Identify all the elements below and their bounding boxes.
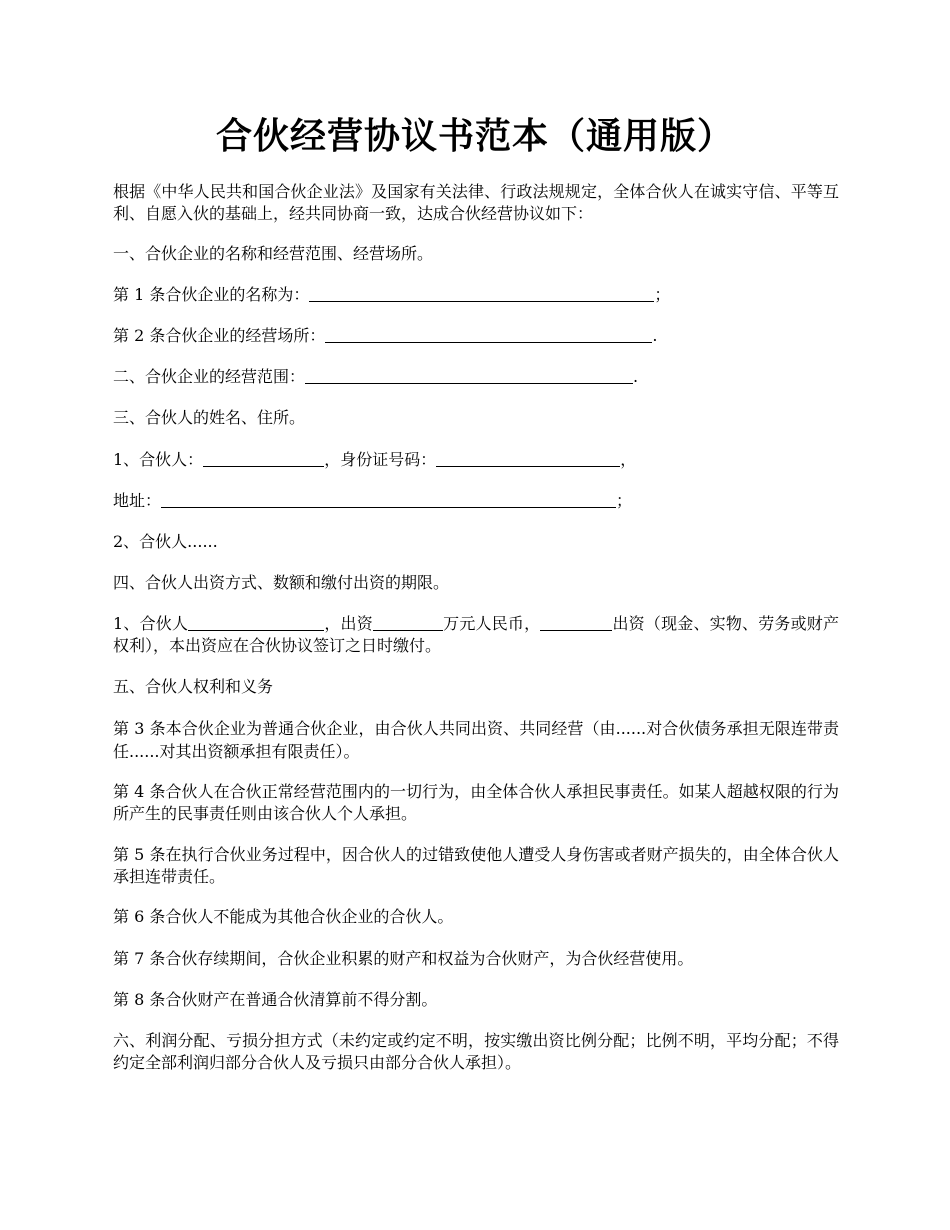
- article-2: [113, 325, 839, 347]
- article-3: 第 3 条本合伙企业为普通合伙企业，由合伙人共同出资、共同经营（由......对合伙债务承担无限连带责任......对其出资额承担有限责任）。: [113, 719, 839, 761]
- section-2: [113, 366, 839, 388]
- article-2-suffix: .: [652, 326, 658, 345]
- article-5: 第 5 条在执行合伙业务过程中，因合伙人的过错致使他人遭受人身伤害或者财产损失的，由全体合伙人承担连带责任。: [113, 845, 839, 886]
- partner-name-blank[interactable]: [203, 451, 324, 467]
- business-location-blank[interactable]: [325, 327, 652, 343]
- article-7: 第 7 条合伙存续期间，合伙企业积累的财产和权益为合伙财产，为合伙经营使用。: [113, 949, 694, 968]
- contribution-partner-label: 1、合伙人: [113, 614, 189, 633]
- contribution-clause: [113, 613, 839, 657]
- company-name-blank[interactable]: [309, 286, 654, 302]
- address-blank[interactable]: [161, 492, 616, 508]
- section-2-label: 二、合伙企业的经营范围：: [113, 367, 306, 386]
- article-6: 第 6 条合伙人不能成为其他合伙企业的合伙人。: [113, 907, 454, 926]
- article-8: 第 8 条合伙财产在普通合伙清算前不得分割。: [113, 990, 438, 1009]
- article-4: 第 4 条合伙人在合伙正常经营范围内的一切行为，由全体合伙人承担民事责任。如某人超越权限的行为所产生的民事责任则由该合伙人个人承担。: [113, 782, 839, 823]
- address-line: [113, 490, 839, 512]
- partner-1-suffix: ，: [620, 450, 637, 469]
- section-4-heading: 四、合伙人出资方式、数额和缴付出资的期限。: [113, 573, 450, 592]
- contributor-name-blank[interactable]: [188, 615, 324, 631]
- business-scope-blank[interactable]: [305, 368, 633, 384]
- contribution-tail: 出资（现金、实物、劳务或财产权利），本出资应在合伙协议签订之日时缴付。: [113, 614, 839, 655]
- intro-paragraph: 根据《中华人民共和国合伙企业法》及国家有关法律、行政法规规定，全体合伙人在诚实守信、平等互利、自愿入伙的基础上，经共同协商一致，达成合伙经营协议如下：: [113, 182, 839, 223]
- partner-1-line: [113, 449, 839, 471]
- section-3-heading: 三、合伙人的姓名、住所。: [113, 408, 306, 427]
- partner-2-line: 2、合伙人......: [113, 532, 218, 551]
- article-2-label: 第 2 条合伙企业的经营场所：: [113, 326, 326, 345]
- article-1-label: 第 1 条合伙企业的名称为：: [113, 285, 310, 304]
- section-2-suffix: .: [633, 367, 639, 386]
- contribution-method-blank[interactable]: [540, 615, 612, 631]
- address-suffix: ；: [616, 491, 633, 510]
- section-6: 六、利润分配、亏损分担方式（未约定或约定不明，按实缴出资比例分配；比例不明，平均分配；不得约定全部利润归部分合伙人及亏损只由部分合伙人承担）。: [113, 1031, 839, 1072]
- id-number-blank[interactable]: [436, 451, 620, 467]
- document-title: 合伙经营协议书范本（通用版）: [215, 116, 734, 157]
- partner-1-label: 1、合伙人：: [113, 450, 204, 469]
- id-number-label: ，身份证号码：: [324, 450, 437, 469]
- article-1-suffix: ；: [654, 285, 671, 304]
- contribution-amount-blank[interactable]: [373, 615, 443, 631]
- contribution-amount-label: ，出资: [324, 614, 373, 633]
- article-1: [113, 284, 839, 306]
- section-1-heading: 一、合伙企业的名称和经营范围、经营场所。: [113, 244, 434, 263]
- section-5-heading: 五、合伙人权利和义务: [113, 677, 274, 696]
- address-label: 地址：: [113, 491, 162, 510]
- currency-label: 万元人民币，: [442, 614, 541, 633]
